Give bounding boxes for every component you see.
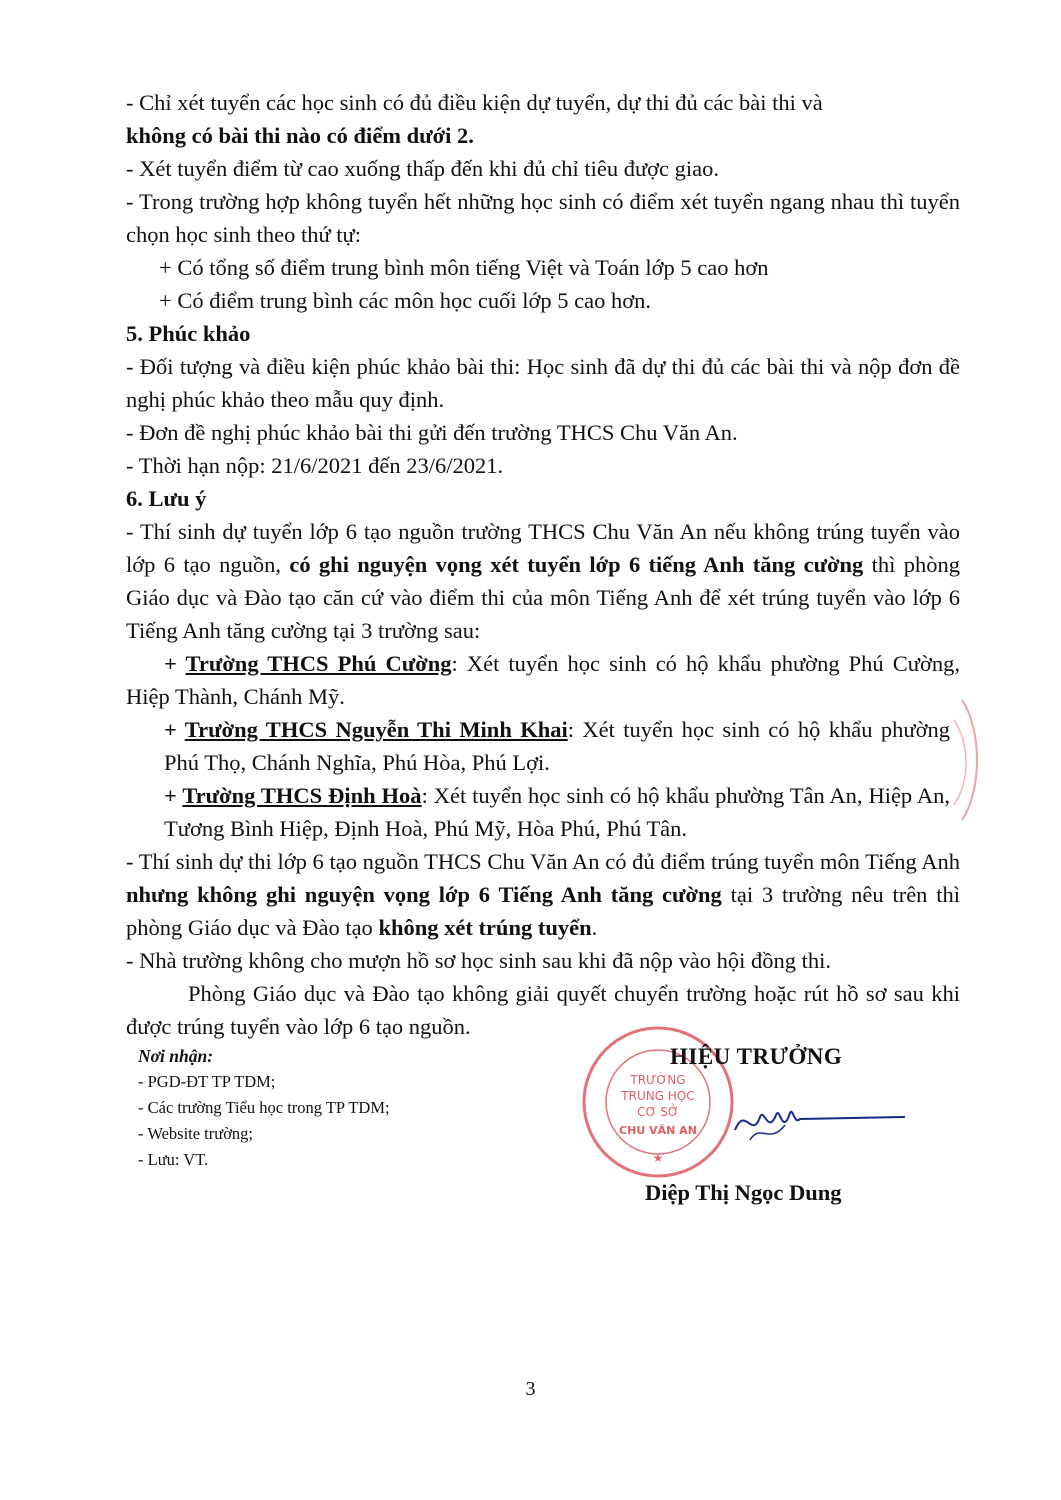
criteria-line-3: - Trong trường hợp không tuyển hết những học sinh có điểm xét tuyển ngang nhau thì tuyển chọn học sinh theo thứ tự:: [126, 189, 960, 247]
criteria-bold: không có bài thi nào có điểm dưới 2.: [126, 123, 474, 148]
criteria-sub-2: + Có điểm trung bình các môn học cuối lớp 5 cao hơn.: [159, 288, 652, 313]
seal-text: TRUNG HỌC: [621, 1089, 695, 1103]
section-6-p1: - Thí sinh dự tuyển lớp 6 tạo nguồn trường THCS Chu Văn An nếu không trúng tuyển vào lớp 6 tạo nguồn, có ghi nguyện vọng xét tuyển lớp 6 tiếng Anh tăng cường thì phòng Giáo dục và Đào tạo căn cứ vào điểm thi của môn Tiếng Anh để xét trúng tuyển vào lớp 6 Tiếng Anh tăng cường tại 3 trường sau:: [126, 519, 960, 643]
criteria-line-1: - Chỉ xét tuyển các học sinh có đủ điều kiện dự tuyển, dự thi đủ các bài thi và không có bài thi nào có điểm dưới 2.: [126, 90, 823, 148]
handwritten-signature-icon: [730, 1095, 910, 1145]
school-name-1: Trường THCS Phú Cường: [185, 651, 452, 676]
criteria-sub-1: + Có tổng số điểm trung bình môn tiếng Việt và Toán lớp 5 cao hơn: [159, 255, 769, 280]
section-6-heading: 6. Lưu ý: [126, 486, 207, 511]
recipient-item: - Các trường Tiểu học trong TP TDM;: [138, 1098, 390, 1117]
svg-text:★: ★: [652, 1151, 664, 1165]
school-item-1: + Trường THCS Phú Cường: Xét tuyển học sinh có hộ khẩu phường Phú Cường, Hiệp Thành, Chánh Mỹ.: [126, 651, 961, 709]
margin-seal-fragment-icon: [952, 690, 992, 830]
section-6-p3: - Nhà trường không cho mượn hồ sơ học sinh sau khi đã nộp vào hội đồng thi.: [126, 948, 832, 973]
section-6-p2: - Thí sinh dự thi lớp 6 tạo nguồn THCS Chu Văn An có đủ điểm trúng tuyển môn Tiếng Anh nhưng không ghi nguyện vọng lớp 6 Tiếng Anh tăng cường tại 3 trường nêu trên thì phòng Giáo dục và Đào tạo không xét trúng tuyển.: [126, 849, 961, 940]
signature-block: [560, 1040, 940, 1220]
section-6-p4: Phòng Giáo dục và Đào tạo không giải quyết chuyển trường hoặc rút hồ sơ sau khi được trúng tuyển vào lớp 6 tạo nguồn.: [126, 981, 960, 1039]
section-6-p1-bold: có ghi nguyện vọng xét tuyển lớp 6 tiếng Anh tăng cường: [289, 552, 864, 577]
body-text: [126, 86, 960, 1043]
recipient-item: - Website trường;: [138, 1124, 254, 1143]
seal-text: CƠ SỞ: [637, 1105, 679, 1119]
signer-name: Diệp Thị Ngọc Dung: [645, 1180, 842, 1205]
school-name-3: Trường THCS Định Hoà: [182, 783, 422, 808]
recipient-item: - Lưu: VT.: [138, 1150, 209, 1169]
recipients-block: [138, 1043, 390, 1173]
signature-title: HIỆU TRƯỞNG: [670, 1044, 843, 1069]
section-5-heading: 5. Phúc khảo: [126, 321, 251, 346]
page-number: 3: [525, 1378, 536, 1400]
section-5-p2: - Đơn đề nghị phúc khảo bài thi gửi đến trường THCS Chu Văn An.: [126, 420, 738, 445]
criteria-line-2: - Xét tuyển điểm từ cao xuống thấp đến khi đủ chỉ tiêu được giao.: [126, 156, 720, 181]
section-5-p3: - Thời hạn nộp: 21/6/2021 đến 23/6/2021.: [126, 453, 504, 478]
seal-text: TRƯỜNG: [630, 1073, 686, 1087]
seal-text: CHU VĂN AN: [619, 1124, 697, 1137]
school-name-2: Trường THCS Nguyễn Thi Minh Khai: [184, 717, 568, 742]
school-item-3: + Trường THCS Định Hoà: Xét tuyển học sinh có hộ khẩu phường Tân An, Hiệp An, Tương Bình Hiệp, Định Hoà, Phú Mỹ, Hòa Phú, Phú Tân.: [164, 783, 950, 841]
recipients-title: Nơi nhận:: [138, 1046, 214, 1066]
section-5-p1: - Đối tượng và điều kiện phúc khảo bài thi: Học sinh đã dự thi đủ các bài thi và nộp đơn đề nghị phúc khảo theo mẫu quy định.: [126, 354, 960, 412]
school-item-2: + Trường THCS Nguyễn Thi Minh Khai: Xét tuyển học sinh có hộ khẩu phường Phú Thọ, Chánh Nghĩa, Phú Hòa, Phú Lợi.: [164, 717, 950, 775]
recipient-item: - PGD-ĐT TP TDM;: [138, 1072, 276, 1091]
